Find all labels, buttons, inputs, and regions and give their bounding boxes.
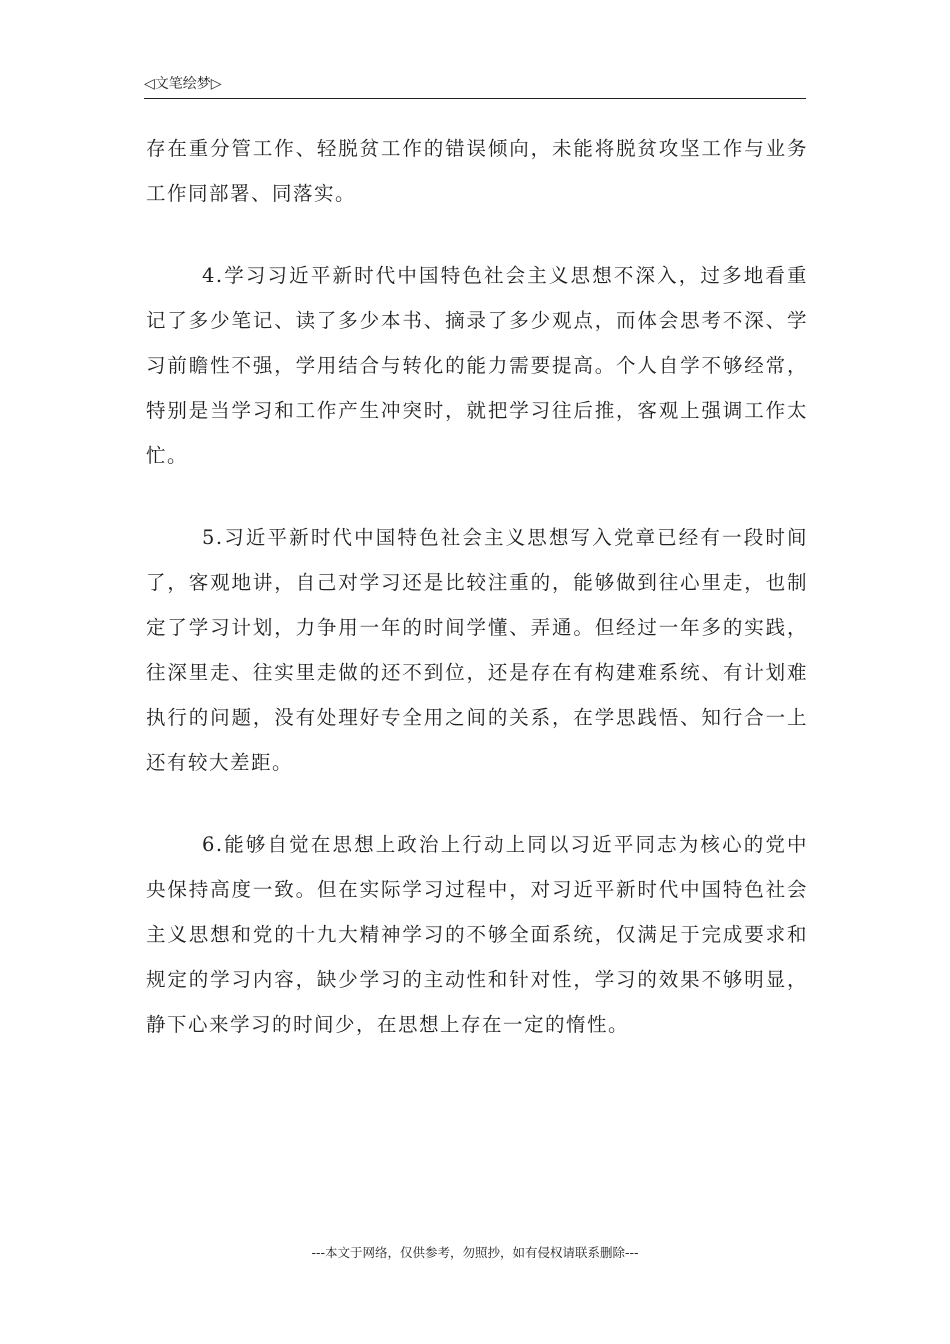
paragraph-item-5: 5.习近平新时代中国特色社会主义思想写入党章已经有一段时间了，客观地讲，自己对学习还是比较注重的，能够做到往心里走，也制定了学习计划，力争用一年的时间学懂、弄通。但经过一年多的实践，往深里走、往实里走做的还不到位，还是存在有构建难系统、有计划难执行的问题，没有处理好专全用之间的关系，在学思践悟、知行合一上还有较大差距。 bbox=[146, 526, 808, 774]
paragraph-continuation: 存在重分管工作、轻脱贫工作的错误倾向，未能将脱贫攻坚工作与业务工作同部署、同落实。 bbox=[146, 137, 808, 205]
paragraph-item-6: 6.能够自觉在思想上政治上行动上同以习近平同志为核心的党中央保持高度一致。但在实际学习过程中，对习近平新时代中国特色社会主义思想和党的十九大精神学习的不够全面系统，仅满足于完成要求和规定的学习内容，缺少学习的主动性和针对性，学习的效果不够明显，静下心来学习的时间少，在思想上存在一定的惰性。 bbox=[146, 833, 808, 1036]
paragraph-gap bbox=[146, 478, 808, 515]
header-title: ◁文笔绘梦▷ bbox=[144, 76, 222, 92]
paragraph-gap bbox=[146, 785, 808, 822]
document-body bbox=[146, 126, 808, 1047]
page-header bbox=[144, 74, 806, 99]
paragraph-gap bbox=[146, 216, 808, 253]
page-footer-disclaimer: ---本文于网络，仅供参考，勿照抄，如有侵权请联系删除--- bbox=[311, 1245, 639, 1260]
paragraph-item-4: 4.学习习近平新时代中国特色社会主义思想不深入，过多地看重记了多少笔记、读了多少本书、摘录了多少观点，而体会思考不深、学习前瞻性不强，学用结合与转化的能力需要提高。个人自学不够经常，特别是当学习和工作产生冲突时，就把学习往后推，客观上强调工作太忙。 bbox=[146, 264, 808, 467]
